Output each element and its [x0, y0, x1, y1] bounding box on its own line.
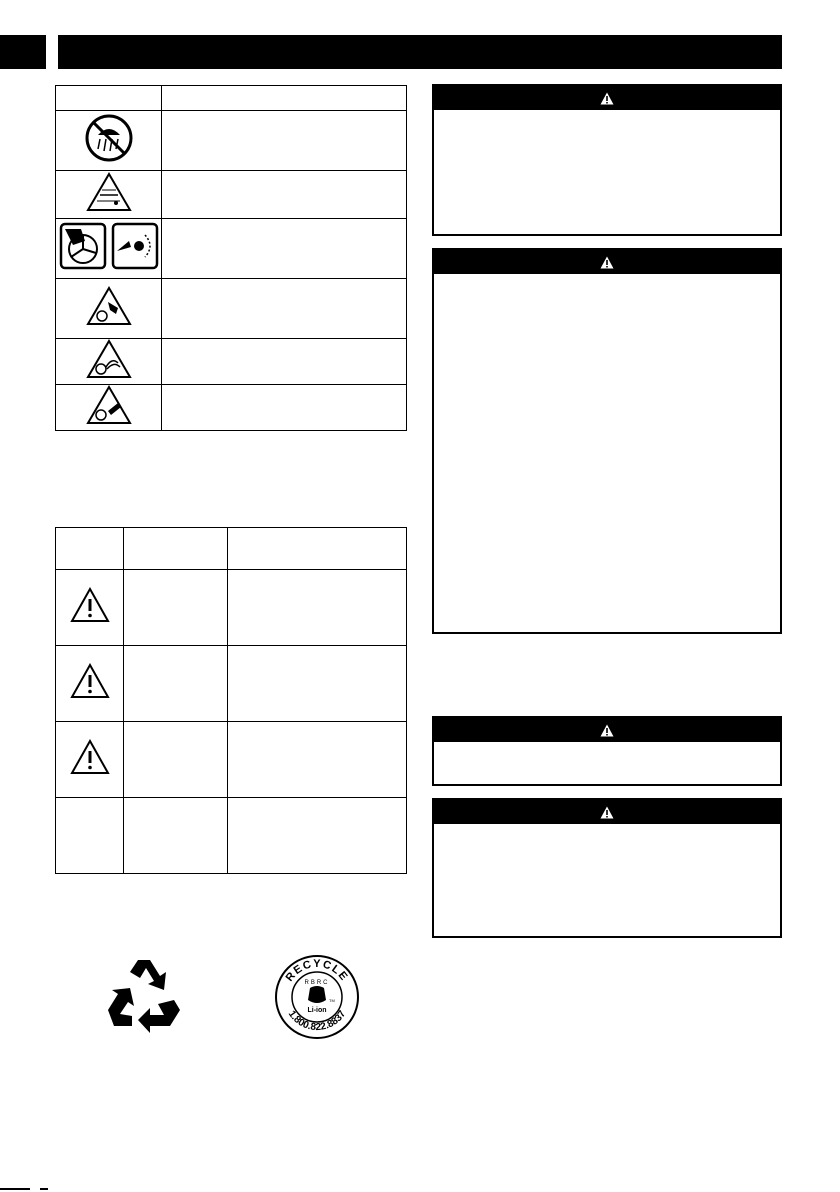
meaning-cell [228, 798, 407, 874]
meaning-cell [162, 279, 407, 339]
symbol-cell [56, 171, 162, 219]
table-header-row [56, 528, 407, 570]
warning-triangle-icon [600, 806, 614, 819]
meaning-cell [162, 111, 407, 171]
meaning-cell [162, 339, 407, 385]
warning-header [434, 250, 780, 274]
signal-word-table [55, 527, 407, 874]
seal-top-text: RECYCLE [283, 957, 351, 984]
fan-hair-entanglement-icon [86, 339, 132, 379]
table-row [56, 339, 407, 385]
bystander-distance-icon [86, 172, 132, 212]
seal-phone-text: 1.800.822.8837 [285, 1008, 349, 1034]
warning-header [434, 718, 780, 742]
table-row [56, 111, 407, 171]
meaning-cell [162, 385, 407, 431]
signal-cell [124, 646, 228, 722]
warning-triangle-icon [600, 724, 614, 737]
warning-box [432, 248, 782, 634]
warning-triangle-icon [600, 256, 614, 269]
symbol-column-header [56, 86, 162, 111]
warning-triangle-icon [600, 92, 614, 105]
symbol-cell [56, 646, 124, 722]
table-row [56, 279, 407, 339]
symbol-cell [56, 722, 124, 798]
seal-inner-text: RBRC [304, 980, 330, 986]
meaning-cell [228, 722, 407, 798]
meaning-cell [162, 171, 407, 219]
warning-box [432, 84, 782, 236]
meaning-cell [228, 646, 407, 722]
warning-triangle-icon [70, 587, 110, 623]
warning-box [432, 798, 782, 938]
rbrc-recycle-seal [274, 954, 360, 1040]
recycle-arrows-icon [104, 954, 184, 1034]
table-row [56, 171, 407, 219]
hand-fan-cut-icon [59, 221, 159, 271]
fan-blade-hazard-icon [86, 385, 132, 425]
warning-box [432, 716, 782, 786]
meaning-column-header [228, 528, 407, 570]
signal-cell [124, 722, 228, 798]
seal-tm: TM [329, 998, 335, 1003]
table-row [56, 646, 407, 722]
language-tab [0, 35, 46, 69]
symbol-cell [56, 798, 124, 874]
foot-fan-icon [86, 286, 132, 326]
table-row [56, 798, 407, 874]
symbol-cell [56, 111, 162, 171]
symbol-cell [56, 570, 124, 646]
crop-mark [40, 1188, 48, 1190]
table-row [56, 385, 407, 431]
signal-cell [124, 798, 228, 874]
meaning-cell [228, 570, 407, 646]
meaning-cell [162, 219, 407, 279]
warning-triangle-icon [70, 739, 110, 775]
section-header-bar [58, 35, 782, 69]
symbol-column-header [56, 528, 124, 570]
crop-mark [0, 1188, 30, 1190]
signal-cell [124, 570, 228, 646]
symbol-cell [56, 279, 162, 339]
signal-column-header [124, 528, 228, 570]
table-row [56, 722, 407, 798]
symbol-cell [56, 339, 162, 385]
safety-symbol-table [55, 85, 407, 431]
symbol-cell [56, 385, 162, 431]
warning-triangle-icon [70, 663, 110, 699]
warning-header [434, 800, 780, 824]
table-header-row [56, 86, 407, 111]
seal-battery-text: Li-ion [307, 1007, 327, 1014]
table-row [56, 219, 407, 279]
symbol-cell [56, 219, 162, 279]
no-rain-icon [84, 113, 134, 163]
table-row [56, 570, 407, 646]
warning-header [434, 86, 780, 110]
meaning-column-header [162, 86, 407, 111]
